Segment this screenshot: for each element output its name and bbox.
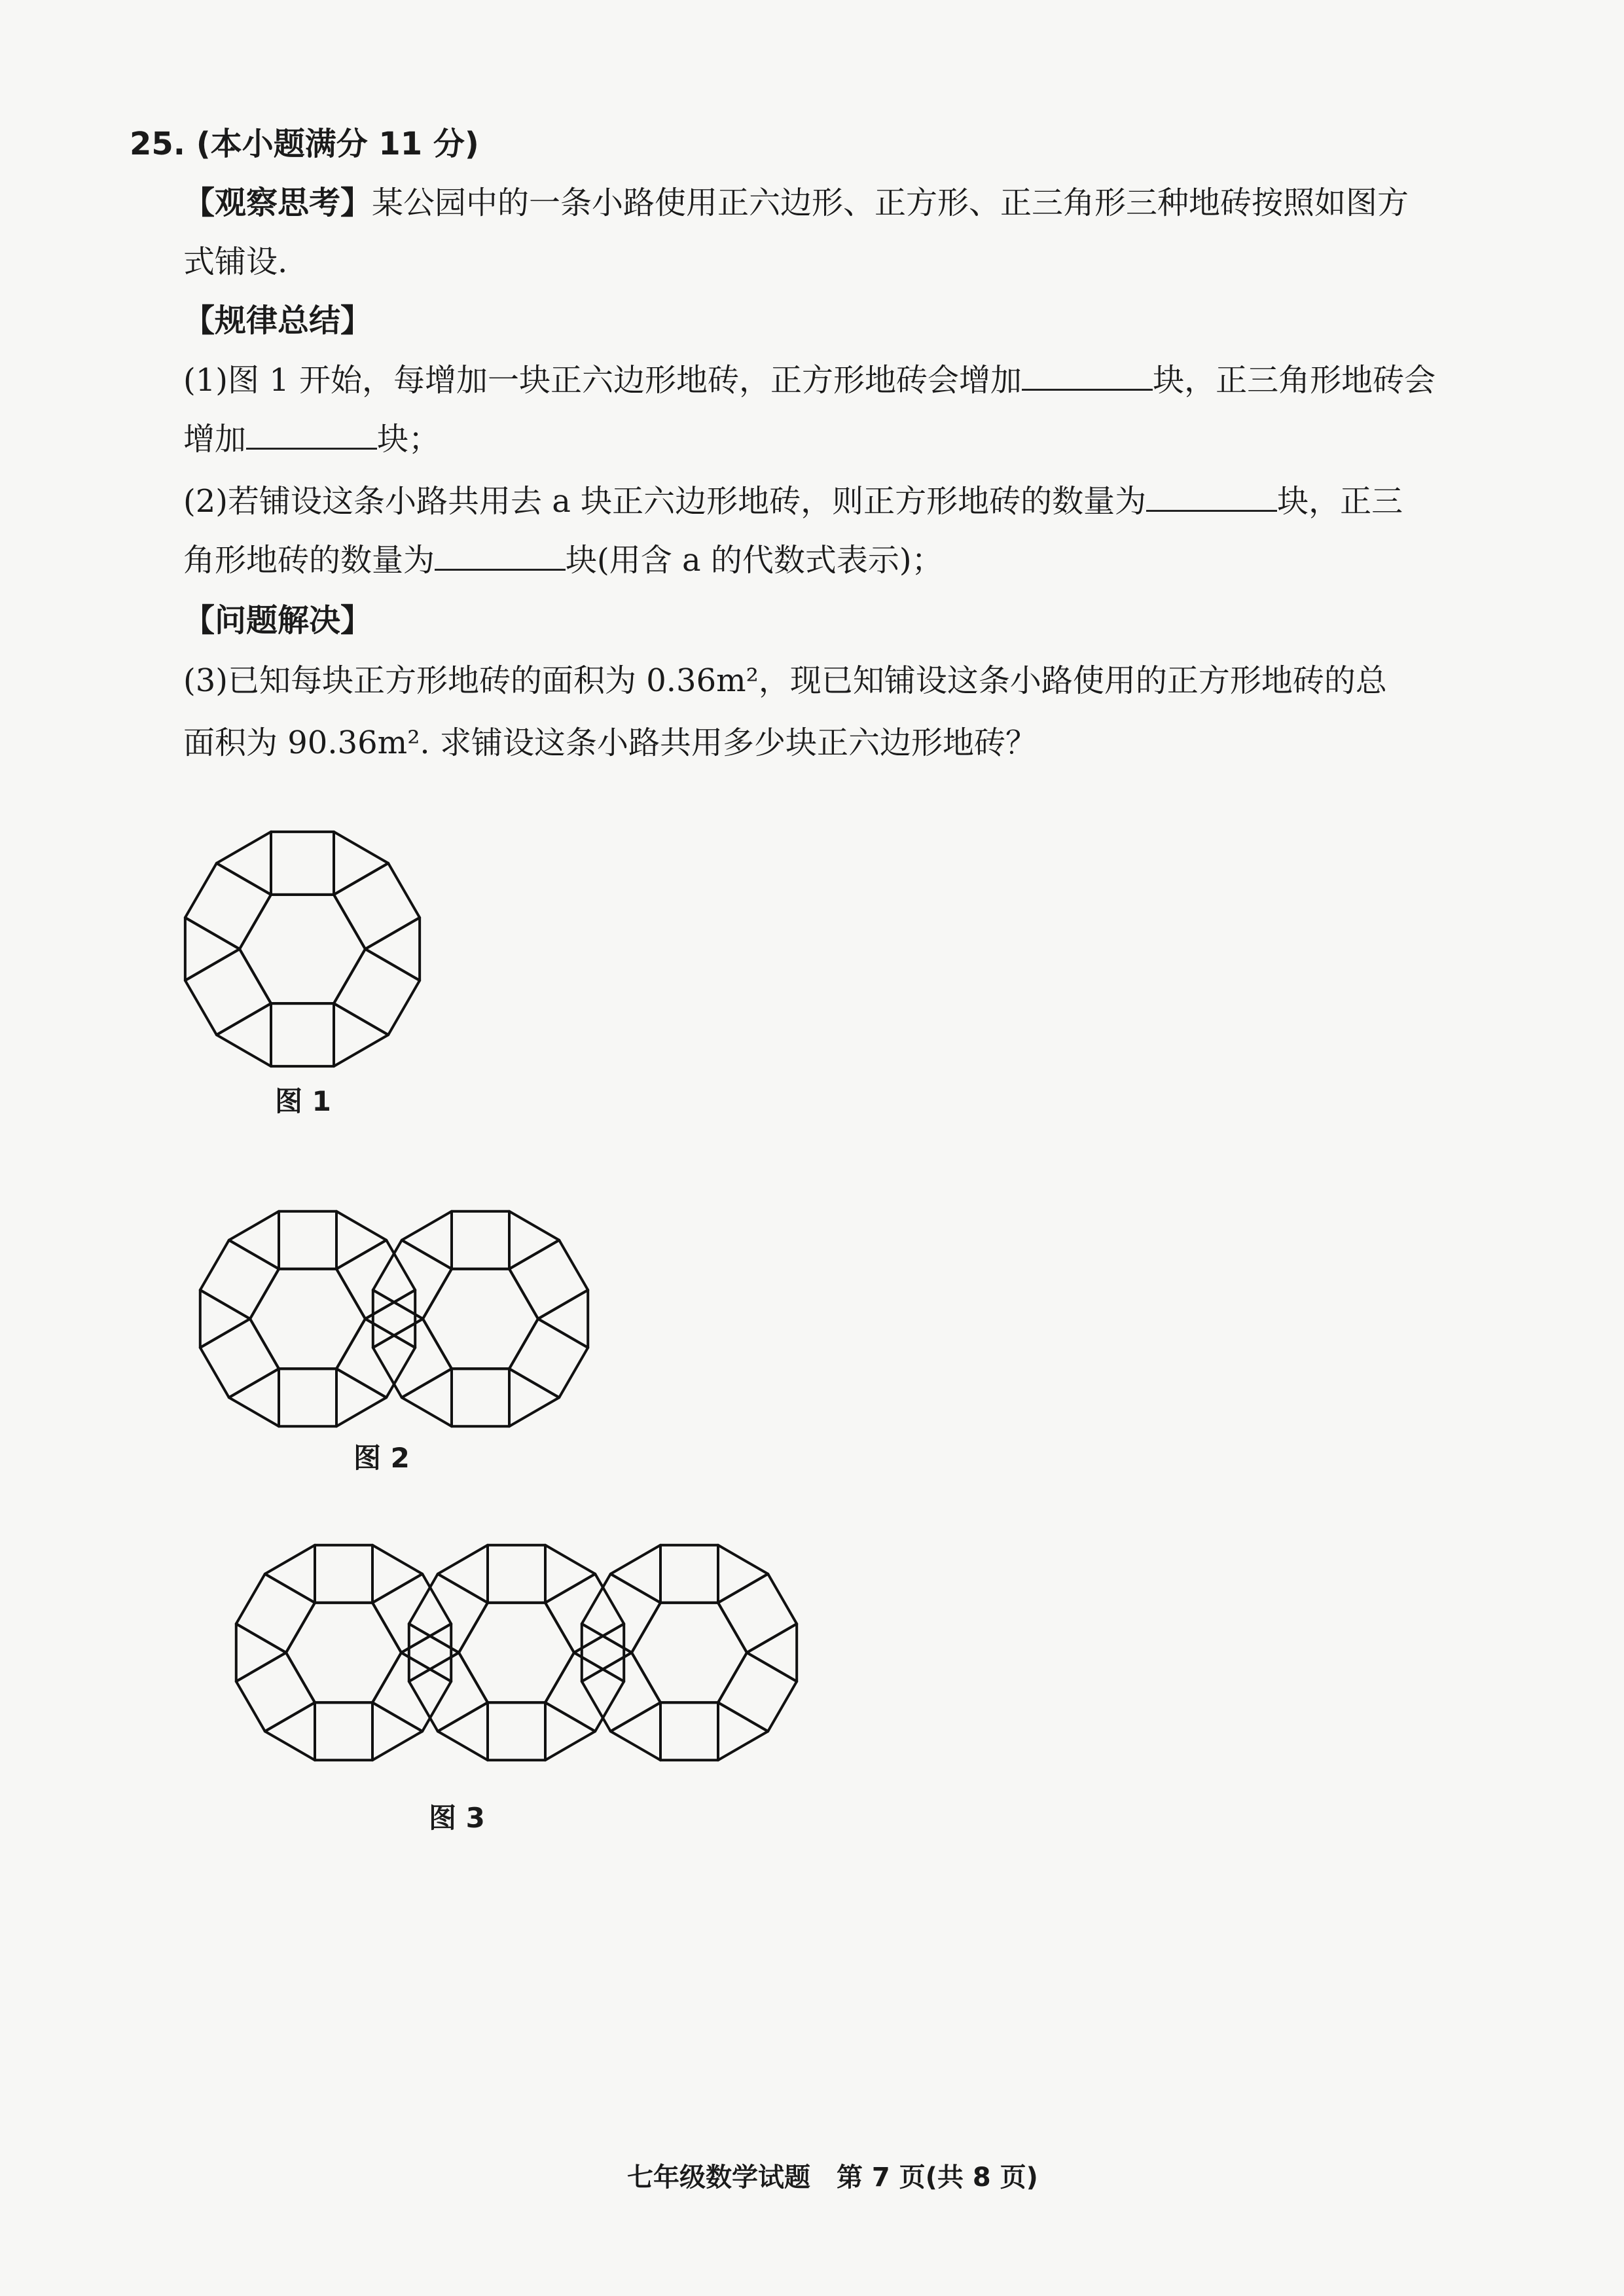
q2-text-4: 块(用含 a 的代数式表示)； xyxy=(566,542,943,579)
triangle-tile xyxy=(611,1702,660,1760)
figure-3-label: 图 3 xyxy=(429,1802,485,1834)
triangle-tile xyxy=(438,1545,488,1603)
solve-tag: 【问题解决】 xyxy=(183,602,372,639)
observe-text-2: 式铺设. xyxy=(183,243,288,280)
question-points: (本小题满分 11 分) xyxy=(196,126,479,162)
hexagon-tile xyxy=(459,1603,574,1702)
question-number: 25. xyxy=(130,126,186,162)
square-tile xyxy=(315,1545,372,1603)
triangle-tile xyxy=(372,1702,422,1760)
triangle-tile xyxy=(265,1702,315,1760)
page-footer: 七年级数学试题 第 7 页(共 8 页) xyxy=(627,2162,1038,2193)
rule-tag: 【规律总结】 xyxy=(183,302,372,339)
square-tile xyxy=(315,1702,372,1760)
q3-line-1: (3)已知每块正方形地砖的面积为 0.36m²，现已知铺设这条小路使用的正方形地砖的总 xyxy=(183,662,1387,699)
triangle-tile xyxy=(372,1545,422,1603)
hexagon-tile xyxy=(286,1603,401,1702)
q2-text-2: 块，正三 xyxy=(1277,483,1403,520)
triangle-tile xyxy=(747,1624,797,1681)
triangle-tile xyxy=(545,1545,595,1603)
triangle-tile xyxy=(236,1624,286,1681)
figure-1-label: 图 1 xyxy=(275,1085,331,1117)
triangle-tile xyxy=(265,1545,315,1603)
triangle-tile xyxy=(611,1545,660,1603)
q1-text-1: (1)图 1 开始，每增加一块正六边形地砖，正方形地砖会增加 xyxy=(183,362,1022,399)
observe-tag: 【观察思考】 xyxy=(183,185,372,221)
figure-3-tiling xyxy=(236,1545,797,1760)
triangle-tile xyxy=(545,1702,595,1760)
q2-text-1: (2)若铺设这条小路共用去 a 块正六边形地砖，则正方形地砖的数量为 xyxy=(183,483,1147,520)
triangle-tile xyxy=(718,1702,768,1760)
triangle-tile xyxy=(718,1545,768,1603)
triangle-tile xyxy=(438,1702,488,1760)
q1-text-4: 块； xyxy=(377,421,441,457)
observe-text-1: 某公园中的一条小路使用正六边形、正方形、正三角形三种地砖按照如图方 xyxy=(372,185,1409,221)
square-tile xyxy=(718,1574,797,1653)
figure-2-label: 图 2 xyxy=(353,1442,410,1474)
q1-text-2: 块，正三角形地砖会 xyxy=(1153,362,1436,399)
q1-text-3: 增加 xyxy=(183,421,247,457)
q3-line-2: 面积为 90.36m². 求铺设这条小路共用多少块正六边形地砖？ xyxy=(183,725,1037,761)
q2-text-3: 角形地砖的数量为 xyxy=(183,542,435,579)
square-tile xyxy=(660,1702,718,1760)
square-tile xyxy=(236,1653,315,1731)
square-tile xyxy=(488,1702,545,1760)
hexagon-tile xyxy=(632,1603,747,1702)
square-tile xyxy=(236,1574,315,1653)
square-tile xyxy=(488,1545,545,1603)
square-tile xyxy=(660,1545,718,1603)
square-tile xyxy=(718,1653,797,1731)
